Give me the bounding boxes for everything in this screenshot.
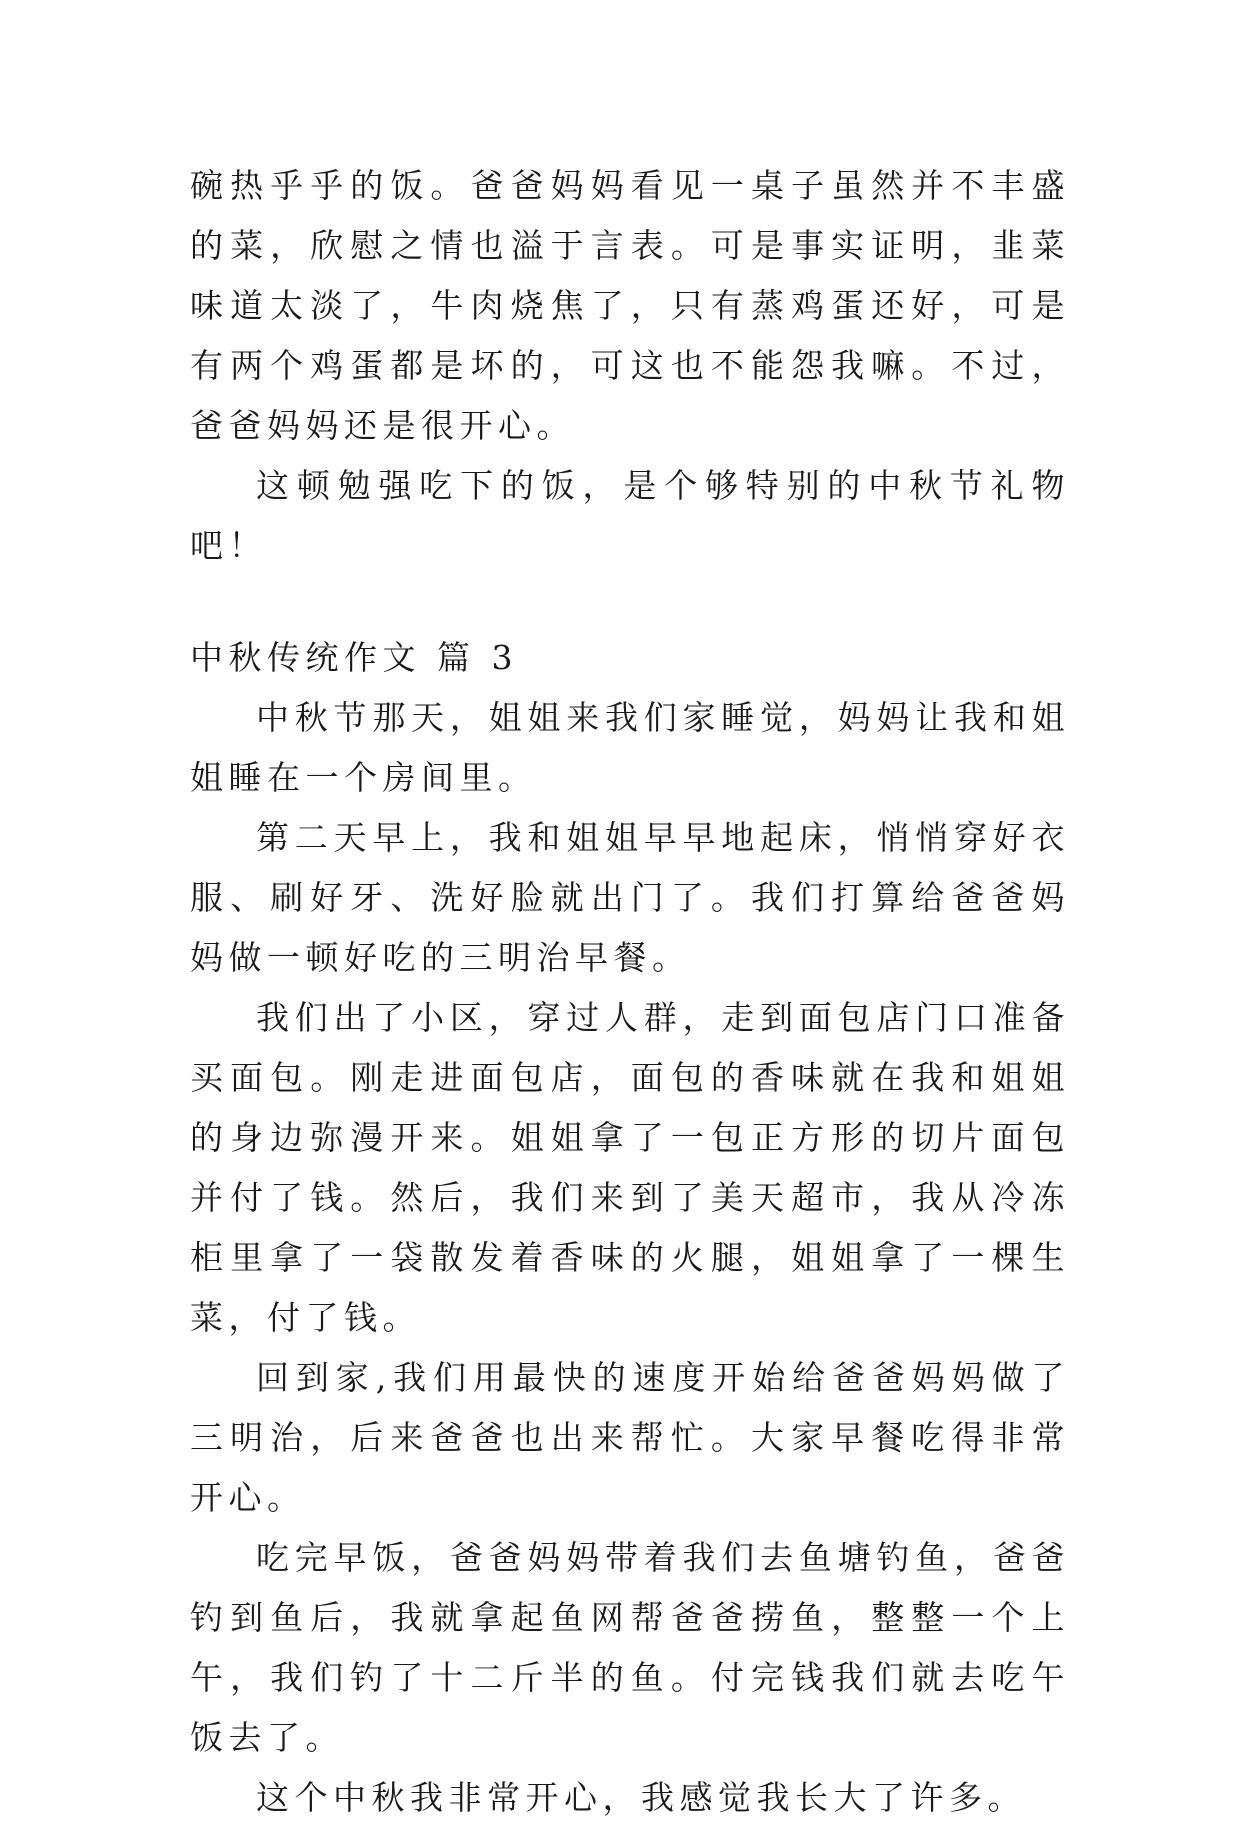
paragraph-continued: 碗热乎乎的饭。爸爸妈妈看见一桌子虽然并不丰盛的菜，欣慰之情也溢于言表。可是事实证明，韭菜味道太淡了，牛肉烧焦了，只有蒸鸡蛋还好，可是有两个鸡蛋都是坏的，可这也不能怨我嘛。不过，爸爸妈妈还是很开心。 (190, 166, 1070, 445)
paragraph: 回到家,我们用最快的速度开始给爸爸妈妈做了三明治，后来爸爸也出来帮忙。大家早餐吃得非常开心。 (190, 1358, 1070, 1517)
paragraph: 吃完早饭，爸爸妈妈带着我们去鱼塘钓鱼，爸爸钓到鱼后，我就拿起鱼网帮爸爸捞鱼，整整一个上午，我们钓了十二斤半的鱼。付完钱我们就去吃午饭去了。 (190, 1538, 1070, 1757)
paragraph: 这个中秋我非常开心，我感觉我长大了许多。 (256, 1778, 1026, 1817)
section-title: 中秋传统作文 篇 3 (190, 638, 518, 677)
paragraph-closing: 这顿勉强吃下的饭，是个够特别的中秋节礼物吧！ (190, 466, 1070, 565)
paragraph: 我们出了小区，穿过人群，走到面包店门口准备买面包。刚走进面包店，面包的香味就在我和姐姐的身边弥漫开来。姐姐拿了一包正方形的切片面包并付了钱。然后，我们来到了美天超市，我从冷冻柜里拿了一袋散发着香味的火腿，姐姐拿了一棵生菜，付了钱。 (190, 998, 1070, 1337)
paragraph: 中秋节那天，姐姐来我们家睡觉，妈妈让我和姐姐睡在一个房间里。 (190, 698, 1070, 797)
document-body (190, 156, 1070, 1828)
paragraph: 第二天早上，我和姐姐早早地起床，悄悄穿好衣服、刷好牙、洗好脸就出门了。我们打算给爸爸妈妈做一顿好吃的三明治早餐。 (190, 818, 1070, 977)
